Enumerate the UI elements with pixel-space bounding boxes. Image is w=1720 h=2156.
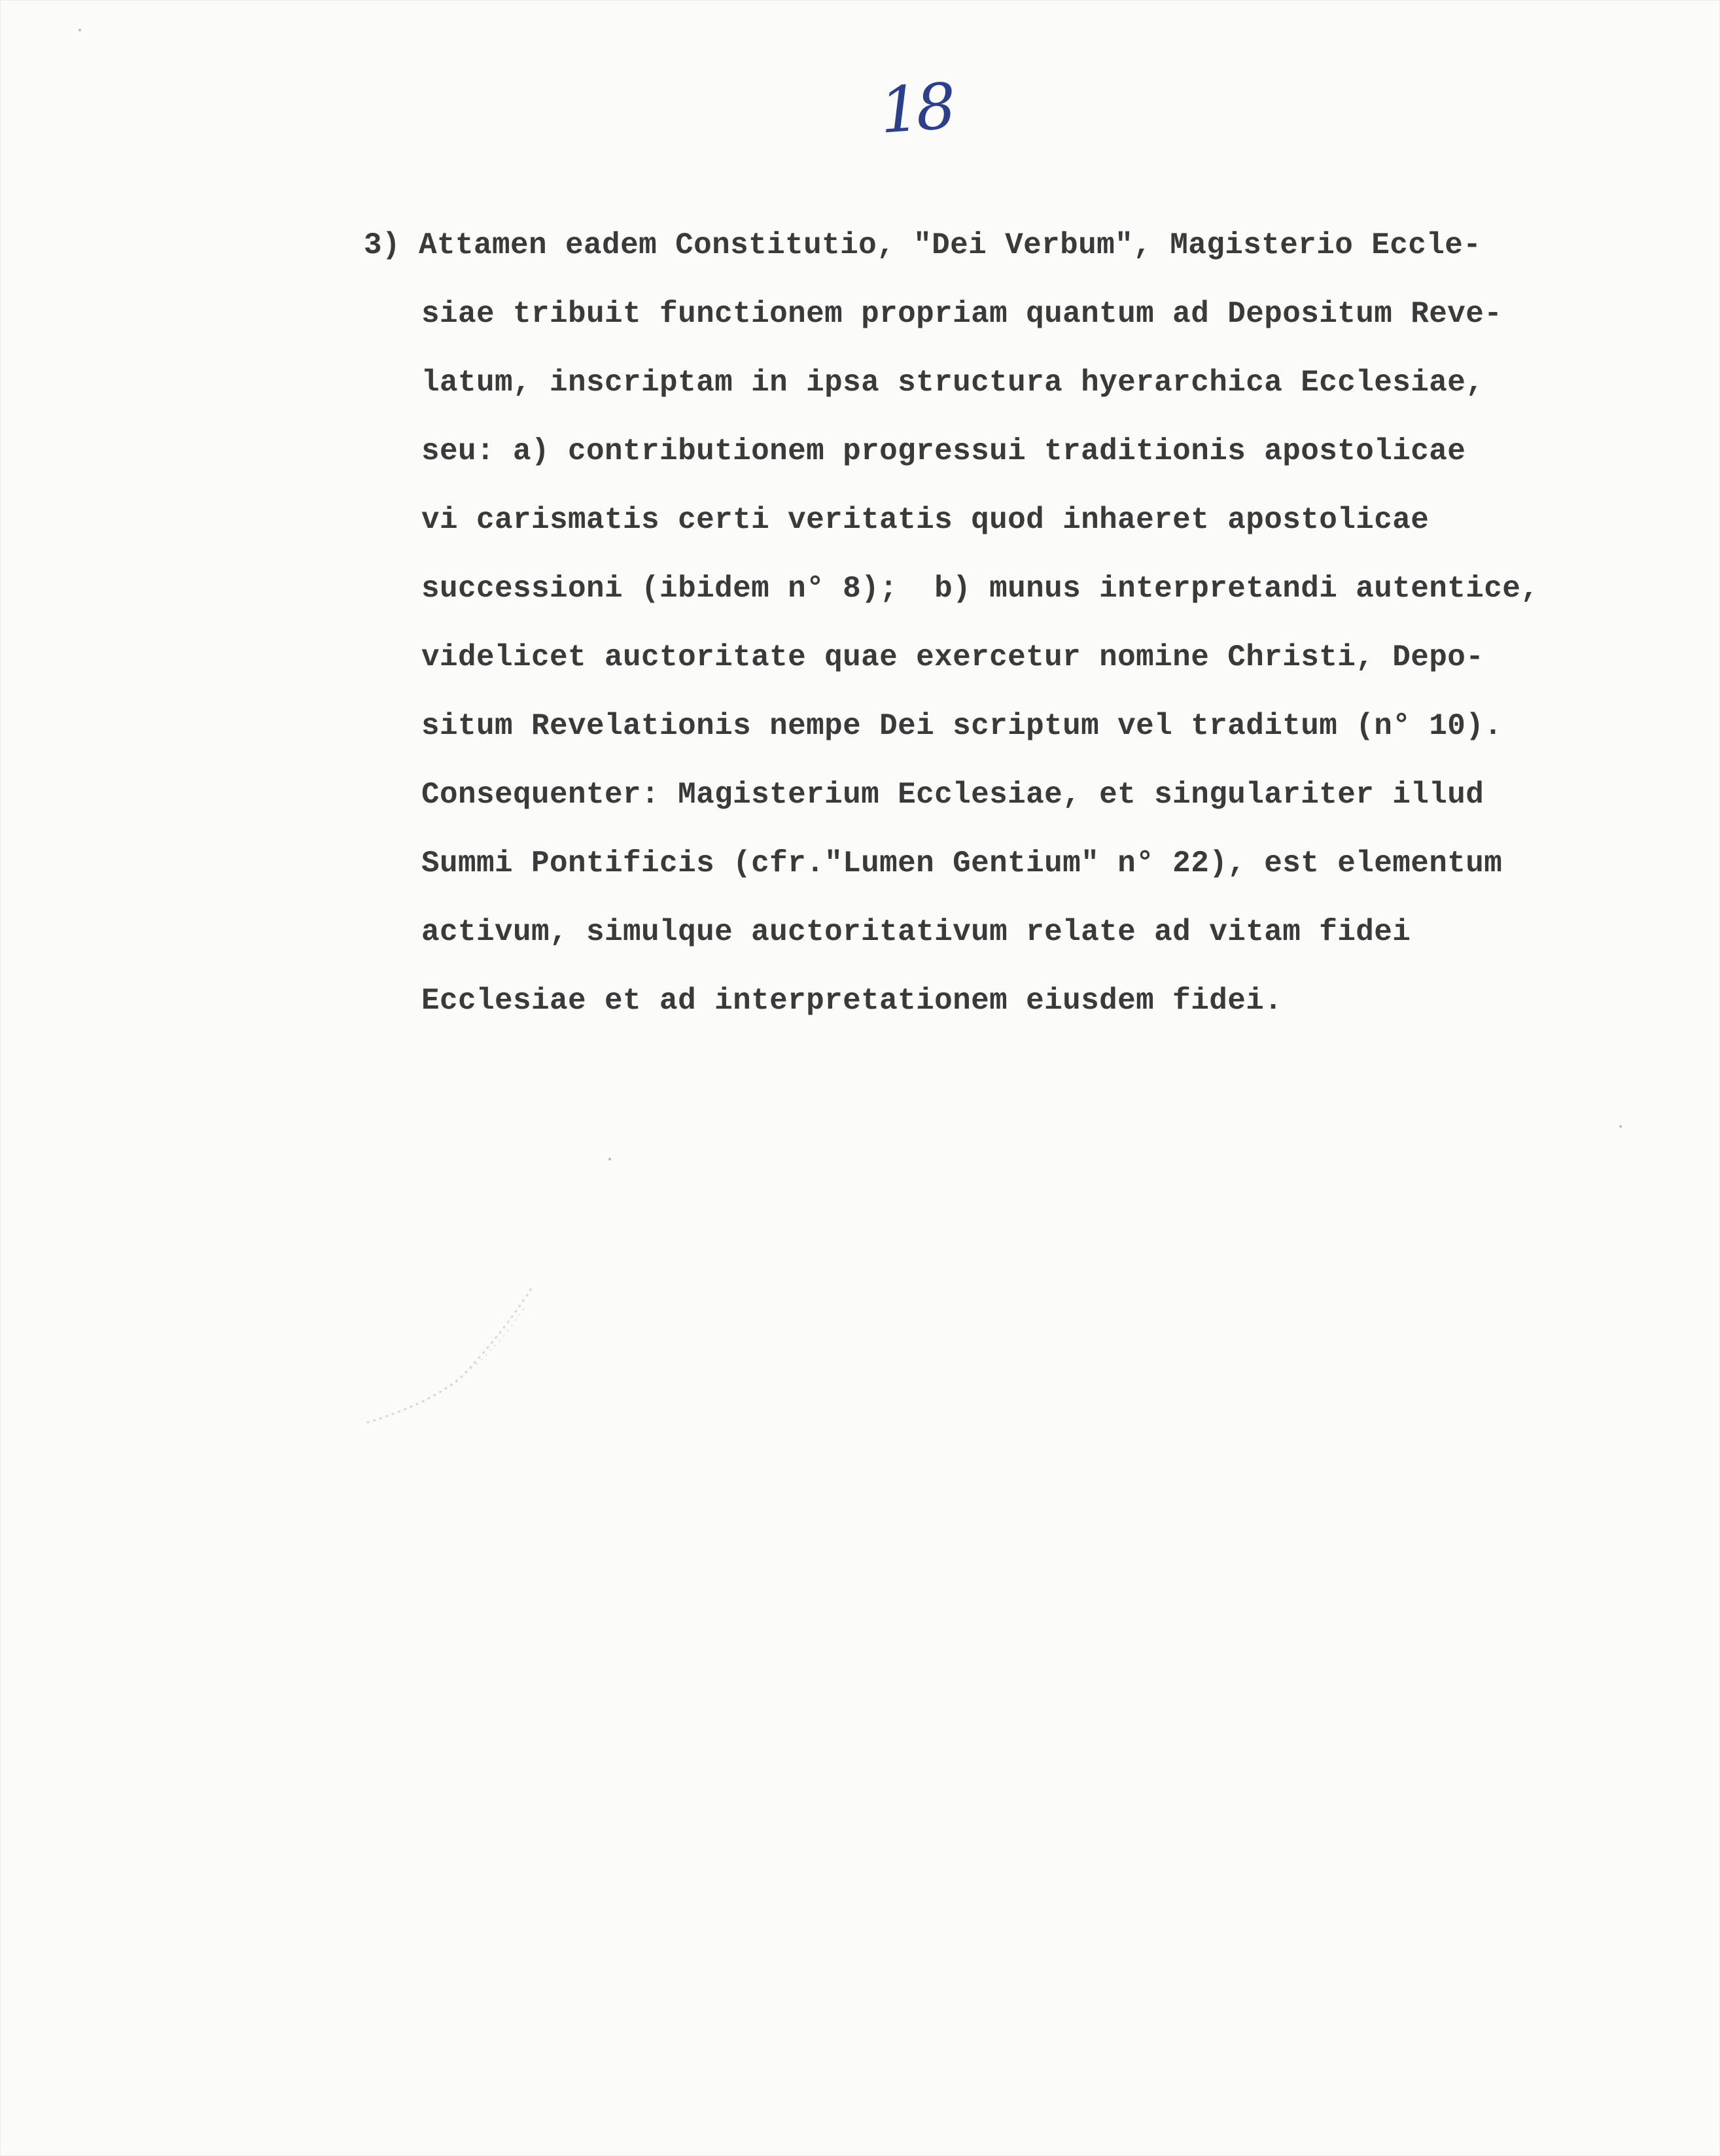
paragraph-line: activum, simulque auctoritativum relate ad vitam fidei [421,915,1411,949]
paragraph-line: Consequenter: Magisterium Ecclesiae, et singulariter illud [421,778,1484,812]
paragraph-line: Ecclesiae et ad interpretationem eiusdem fidei. [421,984,1283,1018]
paragraph-line: Summi Pontificis (cfr."Lumen Gentium" n° 22), est elementum [421,846,1503,880]
paragraph-line: vi carismatis certi veritatis quod inhaeret apostolicae [421,503,1430,537]
paragraph-line: 3) Attamen eadem Constitutio, "Dei Verbum", Magisterio Eccle- [364,228,1482,262]
paragraph-line: successioni (ibidem n° 8); b) munus interpretandi autentice, [421,572,1539,606]
paragraph-line: situm Revelationis nempe Dei scriptum vel traditum (n° 10). [421,709,1503,743]
paper-speck [79,29,81,31]
paper-speck [1619,1125,1622,1128]
paragraph-line: seu: a) contributionem progressui traditionis apostolicae [421,434,1466,468]
handwritten-page-number: 18 [877,69,955,148]
paper-speck [608,1158,611,1160]
paragraph-line: siae tribuit functionem propriam quantum ad Depositum Reve- [421,297,1503,331]
pencil-smudge [360,1282,543,1426]
paragraph-line: videlicet auctoritate quae exercetur nomine Christi, Depo- [421,640,1484,674]
paragraph-line: latum, inscriptam in ipsa structura hyerarchica Ecclesiae, [421,366,1484,400]
